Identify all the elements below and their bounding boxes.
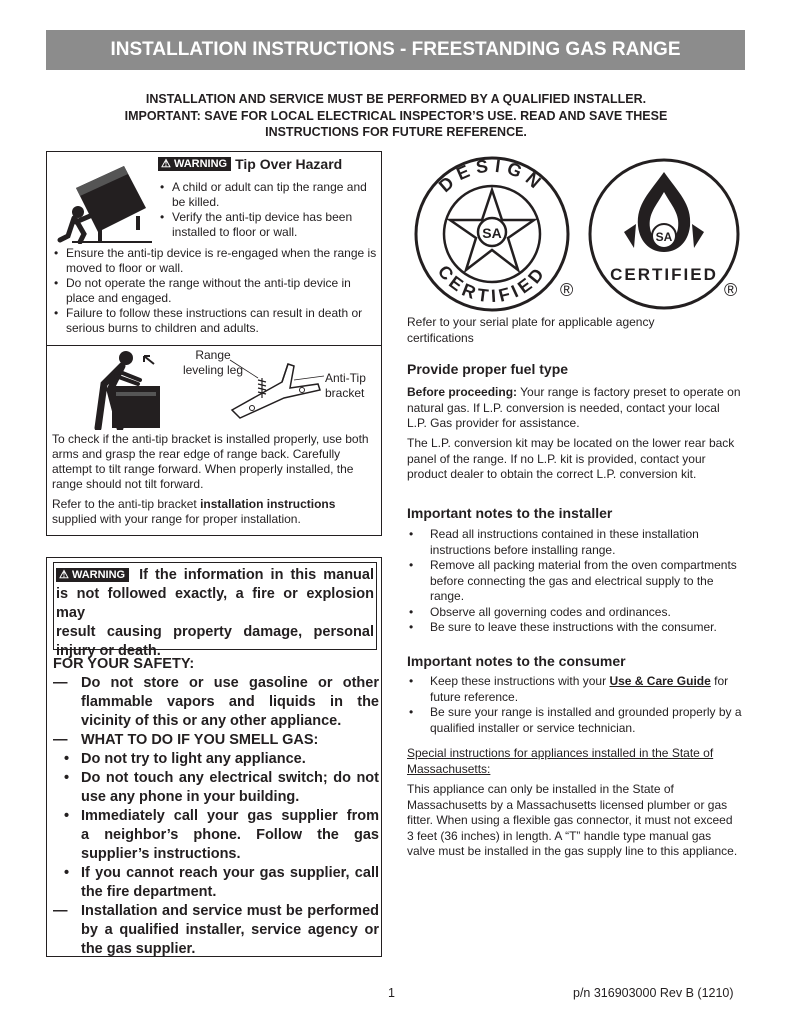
intro-line-1: INSTALLATION AND SERVICE MUST BE PERFORMED BY A QUALIFIED INSTALLER. xyxy=(145,92,647,106)
consumer-item1-suffix: for future reference. xyxy=(430,674,729,704)
fuel-before-proceeding: Before proceeding: xyxy=(407,385,518,399)
safety-dash-item: — WHAT TO DO IF YOU SMELL GAS: xyxy=(53,731,379,750)
safety-line: Installation and service must be performed xyxy=(81,903,379,919)
anti-tip-bracket-label: Anti-Tip bracket xyxy=(325,371,366,400)
warning-triangle-icon: ⚠ xyxy=(161,158,171,171)
safety-bullet-item: • Immediately call your gas supplier from a neighbor’s phone. Follow the gas supplier’s instructions. xyxy=(64,808,379,862)
massachusetts-body: This appliance can only be installed in the State of Massachusetts by a Massachusetts licensed plumber or gas fitter. When using a flexible gas connector, it must not exceed 3 feet (36 inches) in length. A “T” handle type manual gas valve must be installed in the gas supply line to this appliance. xyxy=(407,782,738,858)
svg-text:SA: SA xyxy=(655,230,673,244)
intro-line-3: INSTRUCTIONS FOR FUTURE REFERENCE. xyxy=(265,125,527,139)
safety-line: by a qualified installer, service agency or xyxy=(81,922,379,938)
refer-bold: installation instructions xyxy=(200,497,336,511)
certification-note: Refer to your serial plate for applicable agency certifications xyxy=(407,315,655,345)
tip-check-text: To check if the anti-tip bracket is installed properly, use both arms and grasp the rear edge of range back. Carefully attempt to tilt range forward. When properly installed, the range should not tilt forward. xyxy=(52,432,369,491)
safety-bullet-item: • Do not touch any electrical switch; do not use any phone in your building. xyxy=(64,770,379,805)
logo-certified-arc-text: CERTIFIED xyxy=(433,261,551,307)
for-your-safety xyxy=(53,655,379,959)
massachusetts-heading xyxy=(407,746,742,777)
consumer-heading: Important notes to the consumer xyxy=(407,653,626,669)
intro-line-2: IMPORTANT: SAVE FOR LOCAL ELECTRICAL INSPECTOR’S USE. READ AND SAVE THESE xyxy=(124,108,668,123)
consumer-notes-list xyxy=(407,674,742,736)
csa-certified-logo xyxy=(588,152,748,312)
list-item: • Failure to follow these instructions can result in death or serious burns to children and adults. xyxy=(52,306,378,336)
list-item: • Be sure to leave these instructions with the consumer. xyxy=(407,620,742,636)
safety-line: use any phone in your building. xyxy=(81,789,300,805)
refer-prefix: Refer to the anti-tip bracket xyxy=(52,497,201,511)
gas-warning-line: injury or death. xyxy=(56,643,161,659)
installer-heading: Important notes to the installer xyxy=(407,505,613,521)
tip-over-bullets-bottom xyxy=(52,246,378,336)
use-care-guide-reference: Use & Care Guide xyxy=(609,674,711,688)
safety-dash-item: — Installation and service must be performed by a qualified installer, service agency or the gas supplier. xyxy=(53,903,379,957)
safety-line: supplier’s instructions. xyxy=(81,846,241,862)
tip-check-instructions xyxy=(52,432,378,532)
tip-over-bullets-top xyxy=(158,180,376,240)
safety-line: a neighbor’s phone. Follow the gas xyxy=(81,827,379,843)
list-item: • Be sure your range is installed and grounded properly by a qualified installer or service technician. xyxy=(407,705,742,736)
tip-over-heading xyxy=(158,155,342,172)
list-item: • Do not operate the range without the anti-tip device in place and engaged. xyxy=(52,276,378,306)
warning-badge-label: WARNING xyxy=(71,569,126,582)
warning-badge xyxy=(56,568,129,582)
safety-line: Do not touch any electrical switch; do not xyxy=(81,770,379,786)
safety-line: vicinity of this or any other appliance. xyxy=(81,713,342,729)
gas-warning-line: is not followed exactly, a fire or explosion may xyxy=(56,586,374,621)
list-item xyxy=(407,674,742,705)
consumer-item1-prefix: Keep these instructions with your xyxy=(430,674,610,688)
safety-heading: FOR YOUR SAFETY: xyxy=(53,656,195,672)
list-item: • Verify the anti-tip device has been installed to floor or wall. xyxy=(158,210,376,240)
list-item: • Observe all governing codes and ordinances. xyxy=(407,605,742,621)
fuel-p1-text: Your range is factory preset to operate on natural gas. If L.P. conversion is needed, contact your local L.P. Gas provider for assistance. xyxy=(407,385,741,430)
list-item: • Remove all packing material from the oven compartments before connecting the gas and electrical supply to the range. xyxy=(407,558,742,605)
safety-line: flammable vapors and liquids in the xyxy=(81,694,379,710)
person-checking-range-illustration xyxy=(92,350,164,430)
tip-over-title: Tip Over Hazard xyxy=(235,156,343,173)
logo-design-text: DESIGN xyxy=(434,155,550,197)
tip-over-divider xyxy=(46,345,382,346)
massachusetts-heading-text: Special instructions for appliances installed in the State of Massachusetts: xyxy=(407,746,714,776)
list-item: • Read all instructions contained in these installation instructions before installing range. xyxy=(407,527,742,558)
intro-notice xyxy=(90,91,702,141)
page-number: 1 xyxy=(388,986,395,1000)
safety-line: Do not try to light any appliance. xyxy=(81,751,306,767)
registered-mark: ® xyxy=(724,280,738,300)
part-number: p/n 316903000 Rev B (1210) xyxy=(573,986,734,1000)
safety-line: Do not store or use gasoline or other xyxy=(81,675,379,691)
range-leveling-leg-label: Range leveling leg xyxy=(182,348,244,377)
registered-mark: ® xyxy=(560,280,574,300)
fuel-paragraph-1 xyxy=(407,385,742,432)
safety-line: the fire department. xyxy=(81,884,217,900)
warning-badge xyxy=(158,157,231,171)
page-title: INSTALLATION INSTRUCTIONS - FREESTANDING GAS RANGE xyxy=(46,30,745,70)
gas-warning-text xyxy=(56,566,374,661)
refer-suffix: supplied with your range for proper installation. xyxy=(52,512,301,526)
warning-triangle-icon: ⚠ xyxy=(59,569,69,582)
design-certified-logo xyxy=(410,152,580,312)
logo-certified-text: CERTIFIED xyxy=(610,265,718,284)
fuel-paragraph-2: The L.P. conversion kit may be located on the lower rear back panel of the range. If no L.P. kit is provided, contact your product dealer to obtain the correct L.P. conversion kit. xyxy=(407,436,735,481)
safety-bullet-item: • If you cannot reach your gas supplier, call the fire department. xyxy=(64,865,379,900)
fuel-heading: Provide proper fuel type xyxy=(407,361,569,377)
safety-line: the gas supplier. xyxy=(81,941,196,957)
tipping-range-illustration xyxy=(54,158,154,244)
safety-line: Immediately call your gas supplier from xyxy=(81,808,379,824)
installer-notes-list xyxy=(407,527,742,636)
list-item: • Ensure the anti-tip device is re-engaged when the range is moved to floor or wall. xyxy=(52,246,378,276)
safety-dash-item: — Do not store or use gasoline or other flammable vapors and liquids in the vicinity of this or any other appliance. xyxy=(53,675,379,729)
safety-line: If you cannot reach your gas supplier, call xyxy=(81,865,379,881)
safety-bullet-item: • Do not try to light any appliance. xyxy=(53,750,379,769)
gas-warning-line: If the information in this manual xyxy=(139,567,375,583)
warning-badge-label: WARNING xyxy=(173,158,228,171)
svg-text:SA: SA xyxy=(482,225,502,241)
safety-line: WHAT TO DO IF YOU SMELL GAS: xyxy=(81,732,319,748)
list-item: • A child or adult can tip the range and be killed. xyxy=(158,180,376,210)
tip-refer-text xyxy=(52,497,378,527)
gas-warning-line: result causing property damage, personal xyxy=(56,624,374,640)
